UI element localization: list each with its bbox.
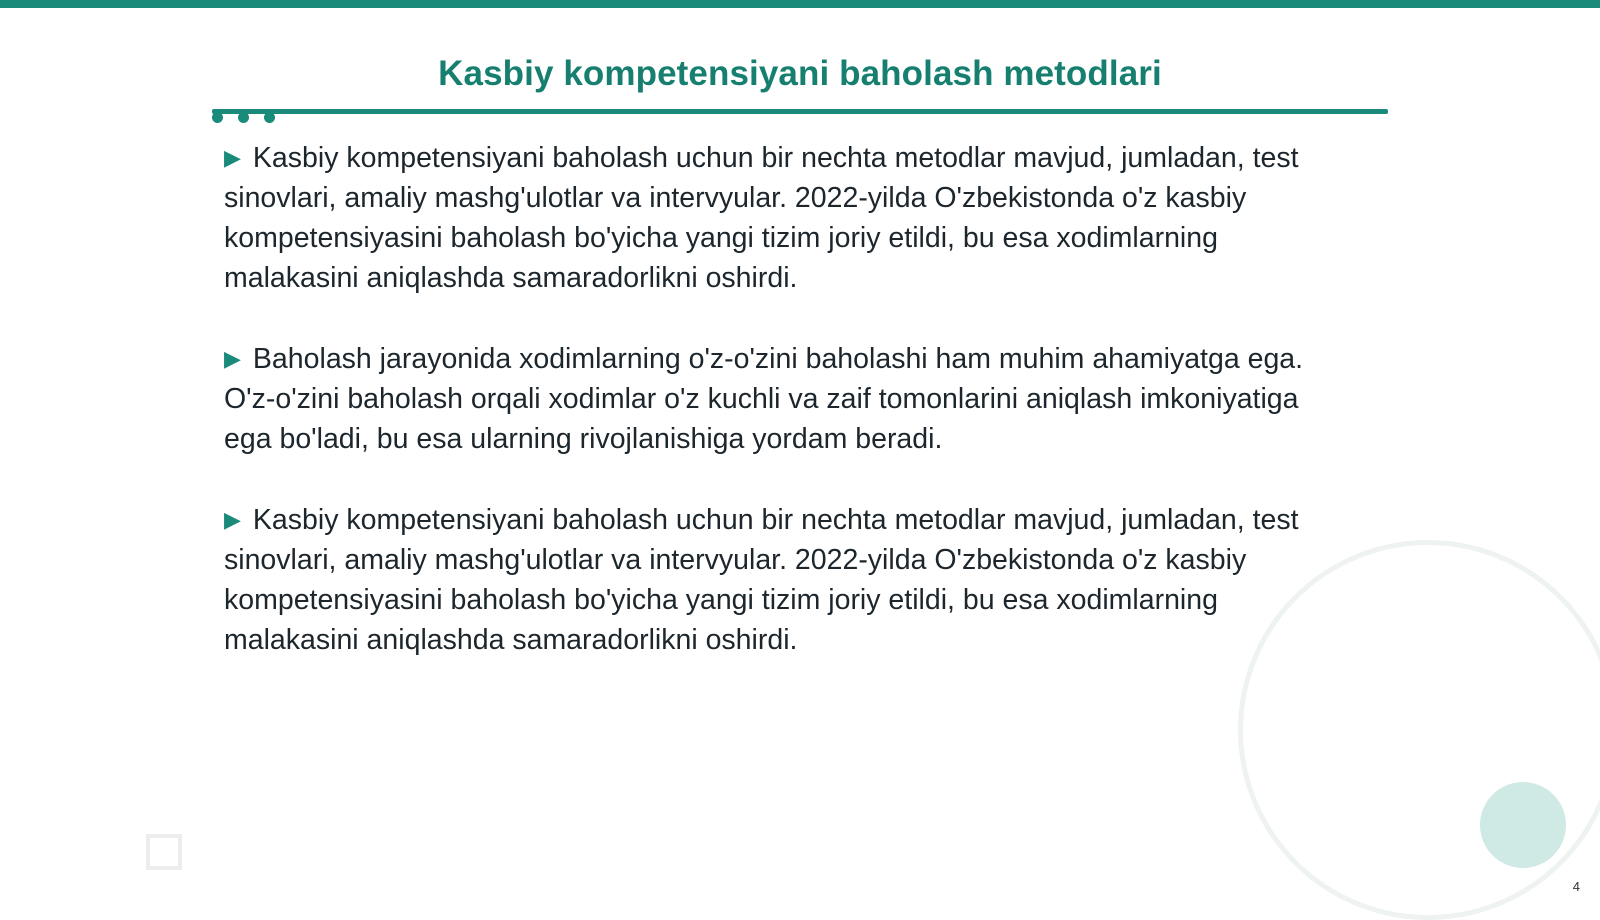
- bullet-item: [224, 500, 1344, 660]
- bullet-list: [224, 138, 1344, 701]
- bullet-item: [224, 339, 1344, 459]
- decorative-square: [146, 834, 182, 870]
- dot-icon: [264, 112, 275, 123]
- title-underline: [212, 109, 1388, 114]
- triangle-right-icon: ▶: [224, 346, 241, 371]
- page-number: 4: [1572, 879, 1580, 894]
- decorative-ring: [1238, 540, 1600, 920]
- dot-icon: [238, 112, 249, 123]
- triangle-right-icon: ▶: [224, 145, 241, 170]
- bullet-item: [224, 138, 1344, 298]
- top-accent-bar: [0, 0, 1600, 8]
- decorative-dots: [212, 110, 292, 124]
- bullet-text: Kasbiy kompetensiyani baholash uchun bir nechta metodlar mavjud, jumladan, test sinovlari, amaliy mashg'ulotlar va intervyular. 2022-yilda O'zbekistonda o'z kasbiy kompetensiyasini baholash bo'yicha yangi tizim joriy etildi, bu esa xodimlarning malakasini aniqlashda samaradorlikni oshirdi.: [224, 504, 1299, 656]
- triangle-right-icon: ▶: [224, 507, 241, 532]
- bullet-text: Baholash jarayonida xodimlarning o'z-o'zini baholashi ham muhim ahamiyatga ega. O'z-o'zini baholash orqali xodimlar o'z kuchli va zaif tomonlarini aniqlash imkoniyatiga ega bo'ladi, bu esa ularning rivojlanishiga yordam beradi.: [224, 343, 1304, 455]
- slide-title: Kasbiy kompetensiyani baholash metodlari: [438, 54, 1162, 93]
- bullet-text: Kasbiy kompetensiyani baholash uchun bir nechta metodlar mavjud, jumladan, test sinovlari, amaliy mashg'ulotlar va intervyular. 2022-yilda O'zbekistonda o'z kasbiy kompetensiyasini baholash bo'yicha yangi tizim joriy etildi, bu esa xodimlarning malakasini aniqlashda samaradorlikni oshirdi.: [224, 142, 1299, 294]
- decorative-circle: [1480, 782, 1566, 868]
- dot-icon: [212, 112, 223, 123]
